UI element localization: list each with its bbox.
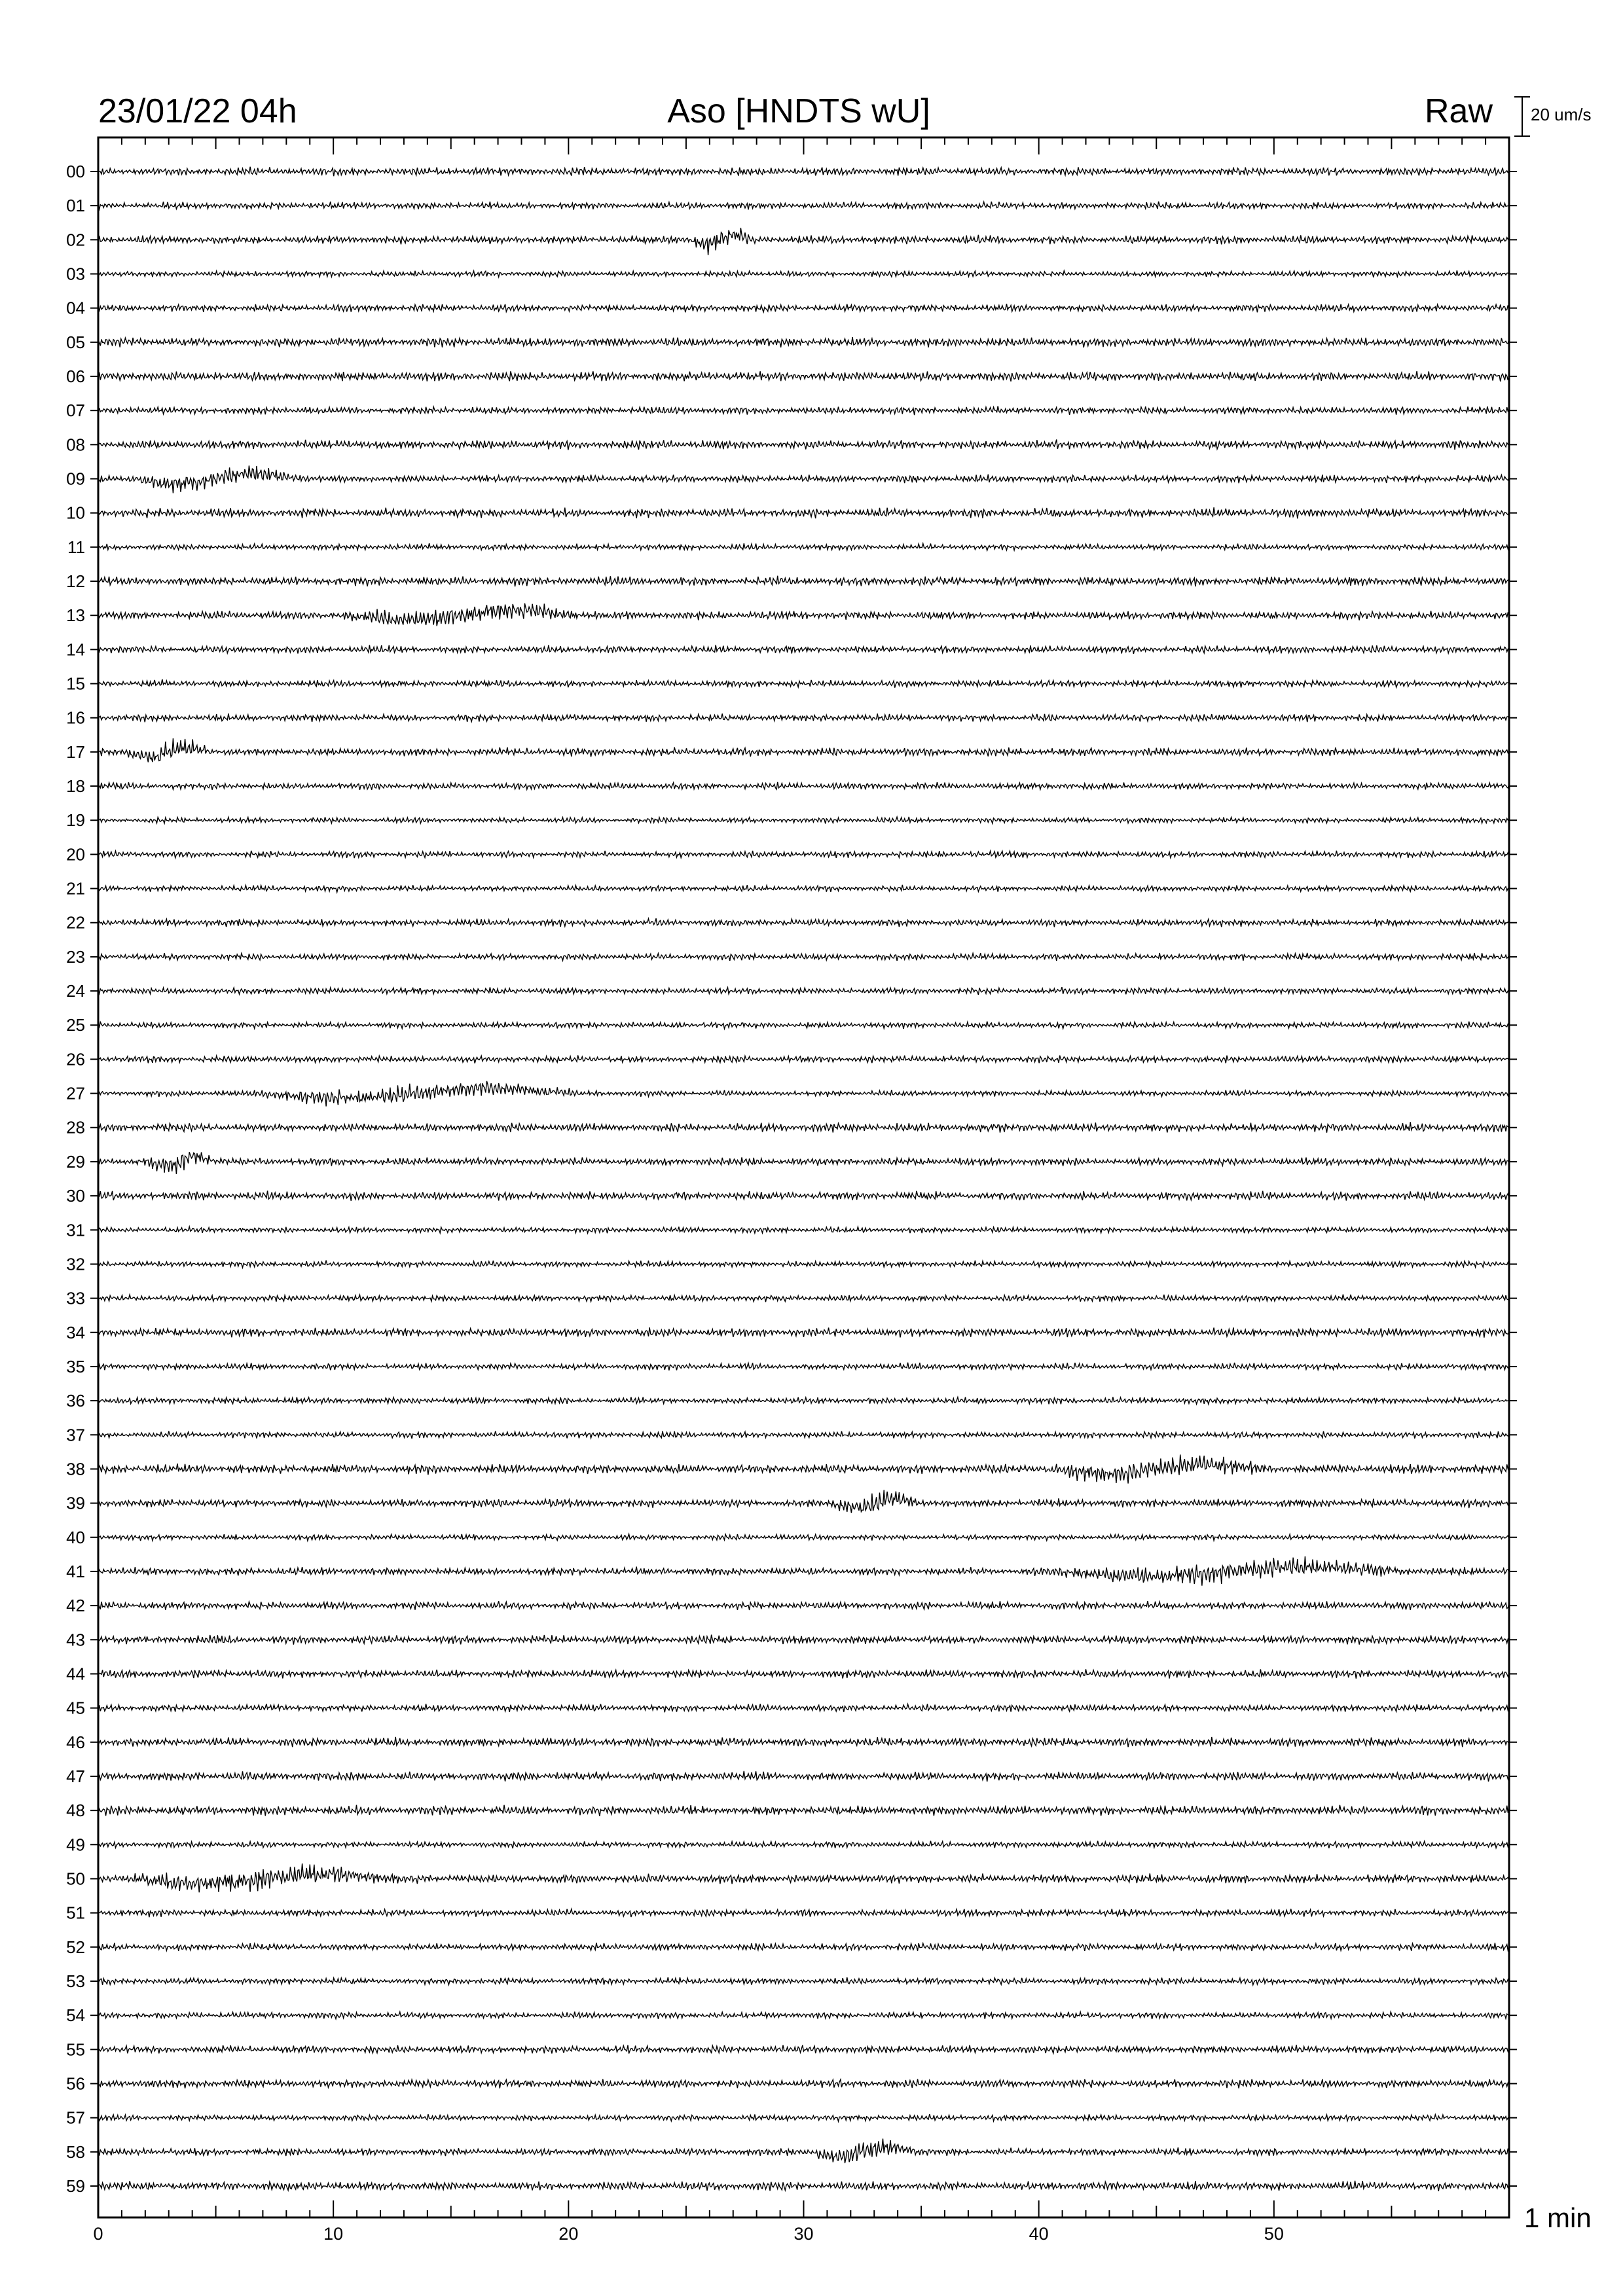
- x-tick-label: 10: [323, 2224, 344, 2244]
- row-label: 29: [66, 1151, 85, 1172]
- trace-row-08: [98, 440, 1509, 450]
- amplitude-scale-label: 20 um/s: [1531, 105, 1592, 124]
- row-label: 45: [66, 1698, 85, 1718]
- trace-row-06: [98, 371, 1509, 382]
- trace-row-19: [98, 817, 1509, 823]
- trace-row-20: [98, 851, 1509, 858]
- trace-row-12: [98, 576, 1509, 586]
- row-label: 46: [66, 1732, 85, 1752]
- row-label: 51: [66, 1903, 85, 1923]
- trace-row-35: [98, 1363, 1509, 1371]
- row-label: 52: [66, 1937, 85, 1957]
- trace-row-33: [98, 1295, 1509, 1302]
- row-label: 13: [66, 605, 85, 626]
- trace-row-40: [98, 1534, 1509, 1541]
- row-label: 05: [66, 332, 85, 352]
- trace-row-09: [98, 465, 1509, 493]
- trace-row-38: [98, 1454, 1509, 1483]
- plot-date-hour: 23/01/22 04h: [98, 92, 297, 130]
- trace-row-53: [98, 1977, 1509, 1985]
- trace-row-00: [98, 167, 1509, 176]
- mode-label: Raw: [1424, 92, 1493, 130]
- row-label: 47: [66, 1766, 85, 1786]
- trace-row-30: [98, 1191, 1509, 1201]
- trace-row-13: [98, 603, 1509, 626]
- row-label: 22: [66, 912, 85, 933]
- row-label: 55: [66, 2039, 85, 2060]
- trace-row-02: [98, 228, 1509, 255]
- x-axis-unit-label: 1 min: [1524, 2202, 1592, 2233]
- row-label: 42: [66, 1596, 85, 1616]
- row-label: 19: [66, 810, 85, 831]
- trace-row-16: [98, 713, 1509, 722]
- x-tick-label: 20: [558, 2224, 579, 2244]
- plot-frame: [98, 137, 1509, 2217]
- trace-row-37: [98, 1431, 1509, 1439]
- trace-row-31: [98, 1227, 1509, 1233]
- row-label: 32: [66, 1254, 85, 1274]
- trace-row-25: [98, 1022, 1509, 1029]
- trace-row-18: [98, 782, 1509, 790]
- row-label: 10: [66, 503, 85, 523]
- trace-row-15: [98, 679, 1509, 688]
- row-label: 17: [66, 742, 85, 762]
- trace-row-14: [98, 645, 1509, 654]
- trace-row-46: [98, 1737, 1509, 1748]
- row-label: 27: [66, 1083, 85, 1103]
- row-label: 56: [66, 2073, 85, 2094]
- row-label: 54: [66, 2005, 85, 2026]
- trace-row-28: [98, 1122, 1509, 1132]
- row-label: 20: [66, 844, 85, 865]
- row-label: 00: [66, 162, 85, 181]
- row-label: 53: [66, 1971, 85, 1991]
- x-tick-label: 0: [93, 2224, 103, 2244]
- row-label: 41: [66, 1561, 85, 1581]
- row-label: 16: [66, 708, 85, 728]
- row-label: 09: [66, 469, 85, 489]
- trace-row-47: [98, 1771, 1509, 1782]
- trace-row-36: [98, 1397, 1509, 1405]
- trace-row-24: [98, 987, 1509, 995]
- row-label: 25: [66, 1015, 85, 1035]
- row-label: 37: [66, 1425, 85, 1445]
- row-label: 48: [66, 1801, 85, 1821]
- row-label: 23: [66, 946, 85, 967]
- trace-row-34: [98, 1327, 1509, 1338]
- trace-row-39: [98, 1490, 1509, 1513]
- trace-row-29: [98, 1152, 1509, 1174]
- row-label: 01: [66, 196, 85, 216]
- trace-row-56: [98, 2079, 1509, 2089]
- trace-row-10: [98, 507, 1509, 518]
- row-label: 50: [66, 1869, 85, 1889]
- row-label: 18: [66, 776, 85, 797]
- trace-row-54: [98, 2012, 1509, 2019]
- row-label: 38: [66, 1459, 85, 1479]
- row-label: 02: [66, 230, 85, 250]
- trace-row-11: [98, 543, 1509, 550]
- trace-row-32: [98, 1261, 1509, 1268]
- row-label: 07: [66, 401, 85, 421]
- x-tick-label: 40: [1029, 2224, 1049, 2244]
- row-label: 26: [66, 1049, 85, 1069]
- row-label: 43: [66, 1630, 85, 1650]
- trace-row-05: [98, 337, 1509, 348]
- row-label: 57: [66, 2108, 85, 2128]
- row-label: 40: [66, 1527, 85, 1547]
- x-tick-label: 50: [1264, 2224, 1284, 2244]
- row-label: 06: [66, 367, 85, 387]
- trace-row-17: [98, 738, 1509, 762]
- station-title: Aso [HNDTS wU]: [667, 92, 930, 130]
- row-label: 14: [66, 639, 85, 660]
- row-label: 35: [66, 1356, 85, 1376]
- row-label: 21: [66, 878, 85, 899]
- row-label: 33: [66, 1288, 85, 1308]
- trace-row-43: [98, 1635, 1509, 1645]
- trace-row-48: [98, 1805, 1509, 1816]
- row-label: 36: [66, 1391, 85, 1411]
- trace-row-49: [98, 1841, 1509, 1849]
- trace-row-21: [98, 885, 1509, 893]
- trace-row-04: [98, 304, 1509, 312]
- row-label: 59: [66, 2176, 85, 2196]
- trace-row-41: [98, 1556, 1509, 1586]
- trace-row-55: [98, 2045, 1509, 2053]
- row-label: 44: [66, 1664, 85, 1684]
- trace-row-07: [98, 406, 1509, 415]
- trace-row-50: [98, 1863, 1509, 1892]
- row-label: 28: [66, 1117, 85, 1138]
- trace-row-45: [98, 1704, 1509, 1712]
- trace-row-23: [98, 953, 1509, 961]
- row-label: 24: [66, 981, 85, 1001]
- row-label: 12: [66, 571, 85, 592]
- row-label: 11: [67, 537, 85, 557]
- trace-row-42: [98, 1601, 1509, 1610]
- trace-row-51: [98, 1909, 1509, 1918]
- row-label: 39: [66, 1493, 85, 1513]
- trace-row-27: [98, 1081, 1509, 1107]
- trace-row-03: [98, 270, 1509, 277]
- trace-row-52: [98, 1943, 1509, 1951]
- row-label: 58: [66, 2142, 85, 2162]
- x-tick-label: 30: [793, 2224, 814, 2244]
- trace-row-22: [98, 918, 1509, 927]
- row-label: 34: [66, 1322, 85, 1342]
- row-label: 08: [66, 435, 85, 455]
- row-label: 03: [66, 264, 85, 284]
- row-label: 15: [66, 673, 85, 694]
- row-label: 30: [66, 1186, 85, 1206]
- trace-row-58: [98, 2139, 1509, 2163]
- trace-row-59: [98, 2181, 1509, 2191]
- trace-row-26: [98, 1055, 1509, 1063]
- row-label: 49: [66, 1835, 85, 1855]
- trace-row-01: [98, 202, 1509, 210]
- trace-row-44: [98, 1669, 1509, 1678]
- row-label: 04: [66, 298, 85, 318]
- row-label: 31: [66, 1220, 85, 1240]
- trace-row-57: [98, 2114, 1509, 2121]
